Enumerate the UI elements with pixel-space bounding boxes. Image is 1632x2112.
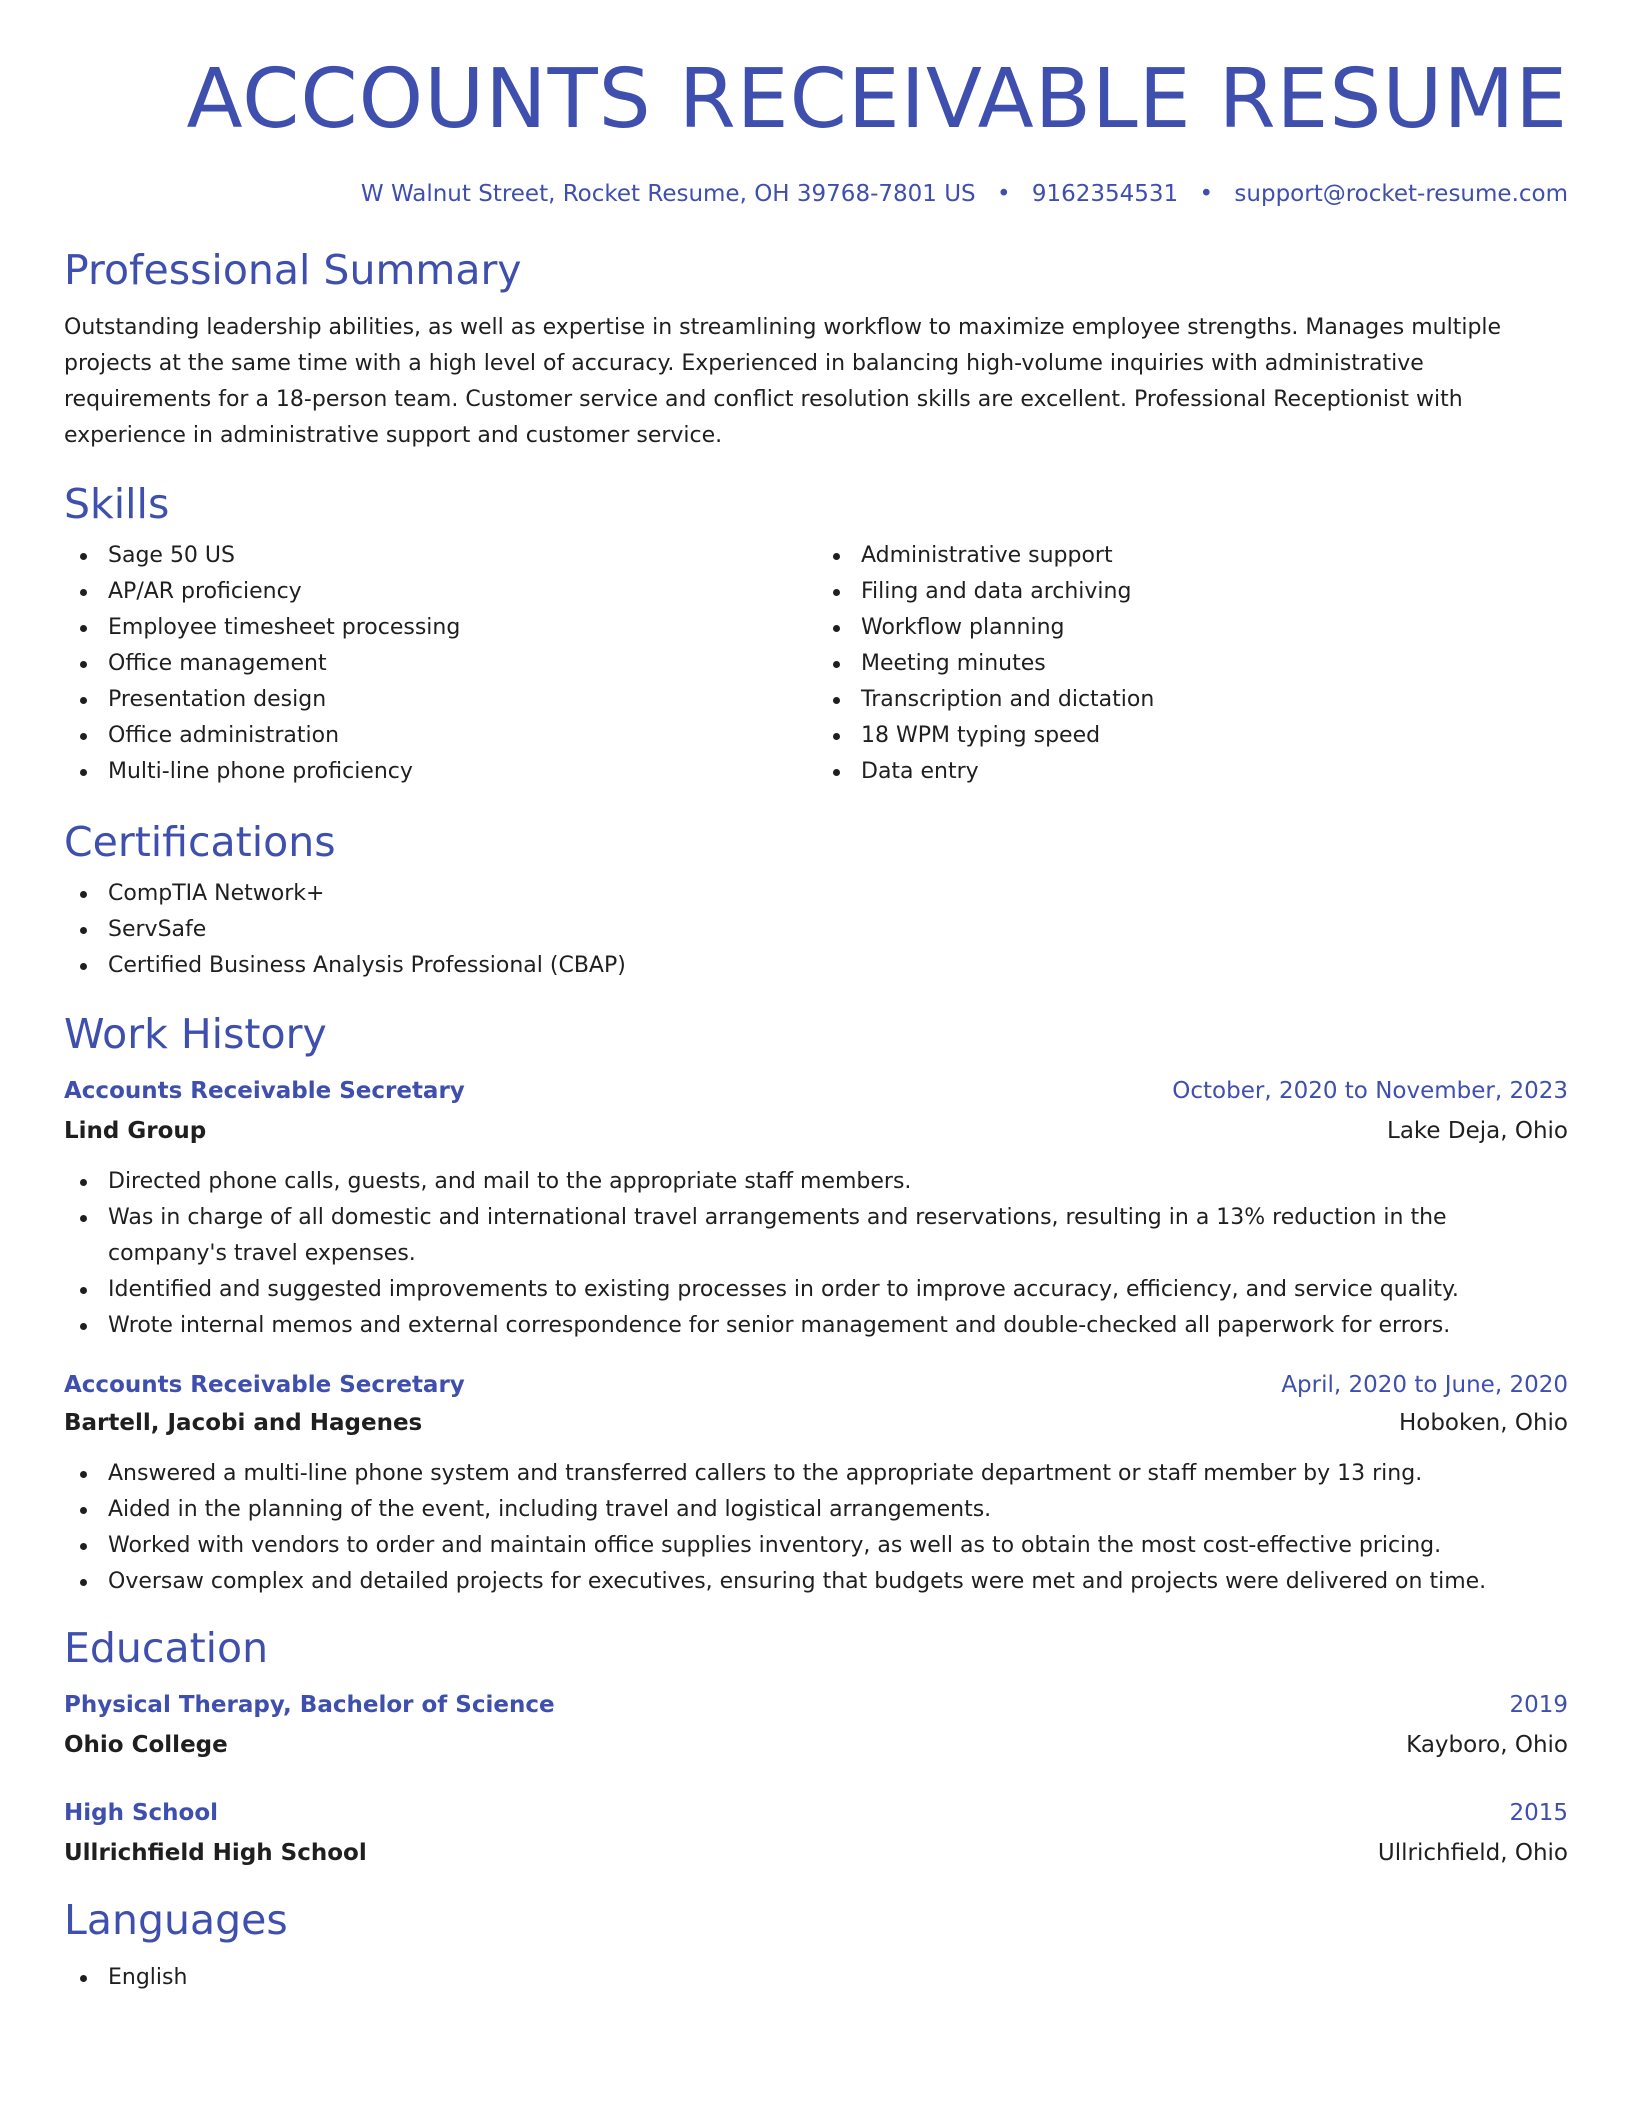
skill-item: Filing and data archiving [817, 574, 1568, 610]
job-company-row [64, 1112, 1568, 1150]
job-duty: Worked with vendors to order and maintain office supplies inventory, as well as to obtain the most cost-effective pricing. [64, 1528, 1568, 1564]
skill-item: Administrative support [817, 538, 1568, 574]
job-duty: Directed phone calls, guests, and mail to the appropriate staff members. [64, 1164, 1568, 1200]
education-degree: Physical Therapy, Bachelor of Science [64, 1692, 555, 1718]
contact-separator: • [1199, 181, 1214, 207]
job-company: Lind Group [64, 1118, 207, 1144]
section-title-education: Education [64, 1624, 269, 1672]
skill-item: Sage 50 US [64, 538, 815, 574]
job-duty: Was in charge of all domestic and international travel arrangements and reservations, resulting in a 13% reduction in the company's travel expenses. [64, 1200, 1568, 1272]
skills-columns [64, 538, 1568, 790]
section-title-certifications: Certifications [64, 818, 336, 866]
work-history-section [64, 1008, 1568, 1600]
education-school: Ohio College [64, 1732, 228, 1758]
skills-section [64, 478, 1568, 790]
skill-item: Office administration [64, 718, 815, 754]
job-duty: Answered a multi-line phone system and transferred callers to the appropriate department or staff member by 13 ring. [64, 1456, 1568, 1492]
job-company: Bartell, Jacobi and Hagenes [64, 1410, 423, 1436]
languages-list [64, 1960, 1568, 1996]
job-duty: Aided in the planning of the event, including travel and logistical arrangements. [64, 1492, 1568, 1528]
contact-address: W Walnut Street, Rocket Resume, OH 39768-7801 US [360, 181, 976, 207]
contact-line [64, 178, 1568, 210]
skill-item: Presentation design [64, 682, 815, 718]
language-item: English [64, 1960, 1568, 1996]
job-entry [64, 1366, 1568, 1600]
skill-item: Data entry [817, 754, 1568, 790]
job-duty: Wrote internal memos and external correspondence for senior management and double-checked all paperwork for errors. [64, 1308, 1568, 1344]
skill-item: Transcription and dictation [817, 682, 1568, 718]
summary-section [64, 244, 1568, 454]
job-role: Accounts Receivable Secretary [64, 1372, 465, 1398]
skill-item: Office management [64, 646, 815, 682]
job-dates: April, 2020 to June, 2020 [1281, 1372, 1568, 1398]
job-location: Hoboken, Ohio [1398, 1410, 1568, 1436]
education-entry [64, 1794, 1568, 1872]
job-duties-list [64, 1456, 1568, 1600]
education-location: Kayboro, Ohio [1406, 1732, 1568, 1758]
education-entry [64, 1686, 1568, 1764]
education-header-row [64, 1794, 1568, 1832]
education-degree: High School [64, 1800, 219, 1826]
skill-item: Multi-line phone proficiency [64, 754, 815, 790]
job-entry [64, 1072, 1568, 1344]
languages-section [64, 1894, 1568, 1996]
skill-item: Employee timesheet processing [64, 610, 815, 646]
job-duty: Oversaw complex and detailed projects for executives, ensuring that budgets were met and projects were delivered on time. [64, 1564, 1568, 1600]
job-duty: Identified and suggested improvements to existing processes in order to improve accuracy, efficiency, and service quality. [64, 1272, 1568, 1308]
education-school: Ullrichfield High School [64, 1840, 367, 1866]
resume-title: ACCOUNTS RECEIVABLE RESUME [186, 52, 1568, 147]
contact-separator: • [996, 181, 1011, 207]
section-title-languages: Languages [64, 1896, 288, 1944]
section-title-work-history: Work History [64, 1010, 327, 1058]
education-location: Ullrichfield, Ohio [1377, 1840, 1568, 1866]
contact-phone: 9162354531 [1031, 181, 1179, 207]
summary-text: Outstanding leadership abilities, as well as expertise in streamlining workflow to maximize employee strengths. Manages multiple projects at the same time with a high level of accuracy. Experienced in balancing high-volume inquiries with administrative requirements for a 18-person team. Customer service and conflict resolution skills are excellent. Professional Receptionist with experience in administrative support and customer service. [64, 315, 1502, 448]
education-header-row [64, 1686, 1568, 1724]
skill-item: 18 WPM typing speed [817, 718, 1568, 754]
job-duties-list [64, 1164, 1568, 1344]
certification-item: Certified Business Analysis Professional (CBAP) [64, 948, 1568, 984]
education-school-row [64, 1726, 1568, 1764]
certifications-section [64, 816, 1568, 984]
skill-item: Meeting minutes [817, 646, 1568, 682]
skill-item: AP/AR proficiency [64, 574, 815, 610]
skill-item: Workflow planning [817, 610, 1568, 646]
skills-list-left [64, 538, 815, 790]
job-location: Lake Deja, Ohio [1387, 1118, 1568, 1144]
certification-item: ServSafe [64, 912, 1568, 948]
education-section [64, 1622, 1568, 1872]
certification-item: CompTIA Network+ [64, 876, 1568, 912]
job-header-row [64, 1072, 1568, 1110]
education-year: 2019 [1509, 1692, 1568, 1718]
contact-email[interactable]: support@rocket-resume.com [1234, 181, 1568, 207]
job-company-row [64, 1404, 1568, 1442]
job-header-row [64, 1366, 1568, 1404]
job-dates: October, 2020 to November, 2023 [1172, 1078, 1568, 1104]
section-title-summary: Professional Summary [64, 246, 522, 294]
education-year: 2015 [1509, 1800, 1568, 1826]
section-title-skills: Skills [64, 480, 170, 528]
job-role: Accounts Receivable Secretary [64, 1078, 465, 1104]
education-school-row [64, 1834, 1568, 1872]
skills-list-right [815, 538, 1568, 790]
certifications-list [64, 876, 1568, 984]
